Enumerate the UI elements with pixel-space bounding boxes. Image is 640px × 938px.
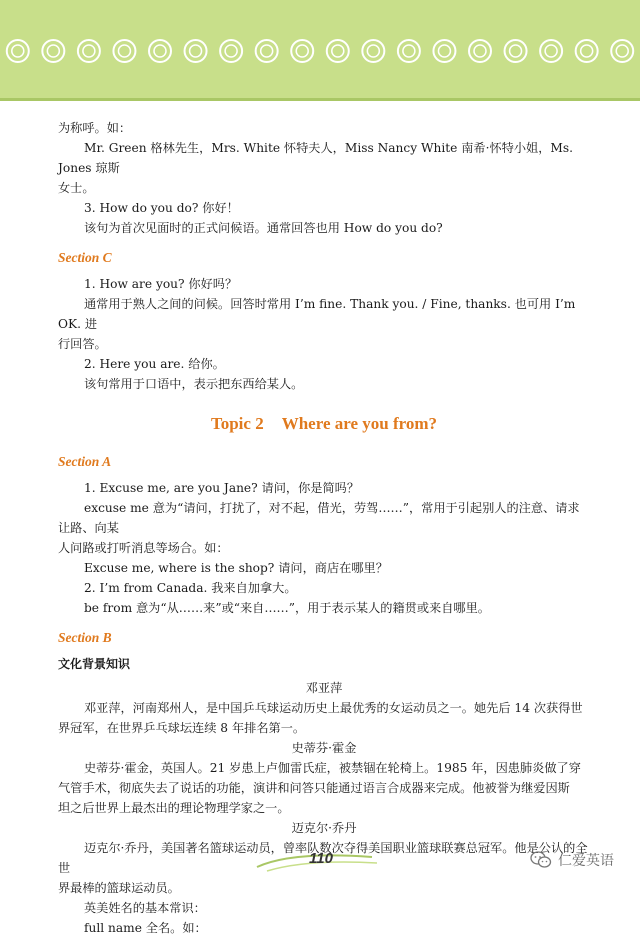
text-line: 2. I’m from Canada. 我来自加拿大。 <box>84 581 297 595</box>
text-line: 女士。 <box>58 181 95 195</box>
ring-inner-icon <box>474 45 486 57</box>
text-line: 该句常用于口语中，表示把东西给某人。 <box>84 377 304 391</box>
ring-inner-icon <box>296 45 308 57</box>
ring-inner-icon <box>616 45 628 57</box>
wechat-icon <box>530 851 552 869</box>
ring-inner-icon <box>438 45 450 57</box>
text-line: 界冠军，在世界乒乓球坛连续 8 年排名第一。 <box>58 721 306 735</box>
culture-subhead: 文化背景知识 <box>58 657 131 671</box>
ring-icon <box>149 40 171 62</box>
person-name-jordan: 迈克尔·乔丹 <box>291 821 357 835</box>
ring-icon <box>78 40 100 62</box>
text-line: Mr. Green 格林先生，Mrs. White 怀特夫人，Miss Nancy White 南希·怀特小姐，Ms. Jones 琼斯 <box>58 141 574 175</box>
ring-icon <box>362 40 384 62</box>
text-line: 通常用于熟人之间的问候。回答时常用 I’m fine. Thank you. / Fine, thanks. 也可用 I’m OK. 进 <box>58 297 576 331</box>
page-number: 110 <box>309 850 333 867</box>
ring-inner-icon <box>261 45 273 57</box>
ring-icon <box>433 40 455 62</box>
text-line: 为称呼。如： <box>58 121 132 135</box>
text-line: full name 全名。如： <box>84 921 207 935</box>
ring-inner-icon <box>47 45 59 57</box>
ring-inner-icon <box>118 45 130 57</box>
topic-title: Where are you from? <box>281 414 438 433</box>
ring-icon <box>576 40 598 62</box>
ring-inner-icon <box>190 45 202 57</box>
ring-inner-icon <box>403 45 415 57</box>
header-divider <box>0 98 640 101</box>
ring-inner-icon <box>332 45 344 57</box>
ring-icon <box>611 40 633 62</box>
ring-inner-icon <box>581 45 593 57</box>
header-band <box>0 0 640 98</box>
ring-icon <box>7 40 29 62</box>
text-line: 该句为首次见面时的正式问候语。通常回答也用 How do you do? <box>84 221 443 235</box>
ring-inner-icon <box>154 45 166 57</box>
ring-icon <box>540 40 562 62</box>
watermark <box>530 848 614 872</box>
topic-heading <box>58 414 590 434</box>
topic-label: Topic 2 <box>210 414 264 433</box>
ring-inner-icon <box>12 45 24 57</box>
ring-icon <box>469 40 491 62</box>
ring-icon <box>398 40 420 62</box>
ring-icon <box>42 40 64 62</box>
ring-inner-icon <box>225 45 237 57</box>
ring-inner-icon <box>367 45 379 57</box>
section-c-title: Section C <box>58 250 112 265</box>
text-line: 人问路或打听消息等场合。如： <box>58 541 229 555</box>
ring-icon <box>185 40 207 62</box>
text-line: 坦之后世界上最杰出的理论物理学家之一。 <box>58 801 290 815</box>
text-line: be from 意为“从……来”或“来自……”，用于表示某人的籍贯或来自哪里。 <box>84 601 490 615</box>
ring-inner-icon <box>545 45 557 57</box>
ring-inner-icon <box>510 45 522 57</box>
text-line: Excuse me, where is the shop? 请问，商店在哪里？ <box>84 561 388 575</box>
text-line: 迈克尔·乔丹，美国著名篮球运动员，曾率队数次夺得美国职业篮球联赛总冠军。他是公认的全世 <box>58 841 588 875</box>
ring-icon <box>291 40 313 62</box>
text-line: 英美姓名的基本常识： <box>84 901 206 915</box>
person-name-hawking: 史蒂芬·霍金 <box>291 741 357 755</box>
text-line: 邓亚萍，河南郑州人，是中国乒乓球运动历史上最优秀的女运动员之一。她先后 14 次获得世 <box>84 701 583 715</box>
text-line: 史蒂芬·霍金，英国人。21 岁患上卢伽雷氏症，被禁锢在轮椅上。1985 年，因患肺炎做了穿 <box>84 761 581 775</box>
text-line: 1. How are you? 你好吗？ <box>84 277 238 291</box>
text-line: 1. Excuse me, are you Jane? 请问，你是简吗？ <box>84 481 360 495</box>
ring-inner-icon <box>83 45 95 57</box>
text-line: 气管手术，彻底失去了说话的功能，演讲和问答只能通过语言合成器来完成。他被誉为继爱因斯 <box>58 781 570 795</box>
watermark-text: 仁爱英语 <box>558 853 614 869</box>
ring-icon <box>113 40 135 62</box>
text-line: excuse me 意为“请问，打扰了，对不起，借光，劳驾……”，常用于引起别人的注意、请求让路、向某 <box>58 501 580 535</box>
text-line: 界最棒的篮球运动员。 <box>58 881 180 895</box>
section-b-title: Section B <box>58 630 112 645</box>
person-name-deng: 邓亚萍 <box>305 681 343 695</box>
section-a-title: Section A <box>58 454 112 469</box>
text-line: 行回答。 <box>58 337 107 351</box>
decorative-rings <box>0 36 640 66</box>
page-content <box>58 118 590 938</box>
text-line: 2. Here you are. 给你。 <box>84 357 225 371</box>
ring-icon <box>256 40 278 62</box>
ring-icon <box>505 40 527 62</box>
ring-icon <box>327 40 349 62</box>
text-line: 3. How do you do? 你好！ <box>84 201 239 215</box>
ring-icon <box>220 40 242 62</box>
